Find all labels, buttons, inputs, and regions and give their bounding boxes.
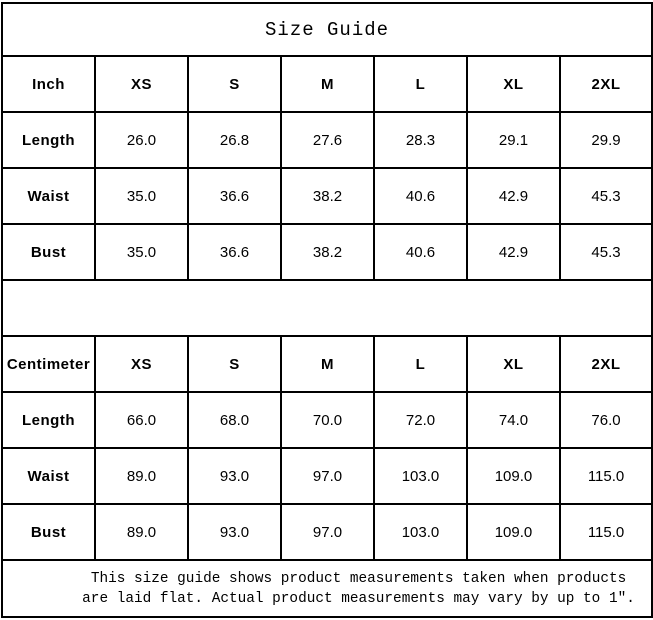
table-cell: 97.0 <box>281 504 374 560</box>
table-cell: 89.0 <box>95 448 188 504</box>
table-cell: 70.0 <box>281 392 374 448</box>
table-cell: 42.9 <box>467 168 560 224</box>
footnote-line-2: are laid flat. Actual product measurements may vary by up to 1″. <box>82 590 635 607</box>
table-cell: 115.0 <box>560 448 652 504</box>
measurement-row-cm-length <box>2 392 652 448</box>
size-guide-table <box>1 2 653 618</box>
column-header-xs: XS <box>95 336 188 392</box>
row-header-bust: Bust <box>2 224 95 280</box>
table-cell: 97.0 <box>281 448 374 504</box>
table-cell: 42.9 <box>467 224 560 280</box>
table-cell: 36.6 <box>188 224 281 280</box>
column-header-m: M <box>281 336 374 392</box>
measurement-row-cm-bust <box>2 504 652 560</box>
column-header-xs: XS <box>95 56 188 112</box>
page-title: Size Guide <box>2 3 652 56</box>
column-header-xl: XL <box>467 56 560 112</box>
footnote-line-1: This size guide shows product measurements taken when products <box>90 570 627 587</box>
table-cell: 29.9 <box>560 112 652 168</box>
cm-header-row <box>2 336 652 392</box>
table-cell: 74.0 <box>467 392 560 448</box>
table-cell: 27.6 <box>281 112 374 168</box>
table-cell: 115.0 <box>560 504 652 560</box>
row-header-waist: Waist <box>2 448 95 504</box>
column-header-s: S <box>188 56 281 112</box>
footnote-row <box>2 560 652 617</box>
column-header-2xl: 2XL <box>560 336 652 392</box>
row-header-length: Length <box>2 112 95 168</box>
table-cell: 109.0 <box>467 504 560 560</box>
table-cell: 68.0 <box>188 392 281 448</box>
inch-header-row <box>2 56 652 112</box>
spacer-cell <box>2 280 652 336</box>
table-cell: 76.0 <box>560 392 652 448</box>
table-cell: 29.1 <box>467 112 560 168</box>
table-cell: 45.3 <box>560 224 652 280</box>
table-cell: 26.8 <box>188 112 281 168</box>
table-cell: 109.0 <box>467 448 560 504</box>
table-cell: 66.0 <box>95 392 188 448</box>
table-cell: 36.6 <box>188 168 281 224</box>
table-cell: 26.0 <box>95 112 188 168</box>
table-cell: 40.6 <box>374 224 467 280</box>
column-header-l: L <box>374 56 467 112</box>
table-cell: 40.6 <box>374 168 467 224</box>
row-header-length: Length <box>2 392 95 448</box>
table-cell: 103.0 <box>374 504 467 560</box>
measurement-row-cm-waist <box>2 448 652 504</box>
spacer-row <box>2 280 652 336</box>
table-cell: 93.0 <box>188 448 281 504</box>
table-cell: 38.2 <box>281 168 374 224</box>
row-header-waist: Waist <box>2 168 95 224</box>
footnote <box>2 560 652 617</box>
table-cell: 28.3 <box>374 112 467 168</box>
measurement-row-inch-waist <box>2 168 652 224</box>
column-header-m: M <box>281 56 374 112</box>
table-cell: 89.0 <box>95 504 188 560</box>
unit-header-inch: Inch <box>2 56 95 112</box>
unit-header-centimeter: Centimeter <box>2 336 95 392</box>
column-header-xl: XL <box>467 336 560 392</box>
measurement-row-inch-length <box>2 112 652 168</box>
column-header-l: L <box>374 336 467 392</box>
row-header-bust: Bust <box>2 504 95 560</box>
column-header-s: S <box>188 336 281 392</box>
table-cell: 45.3 <box>560 168 652 224</box>
table-cell: 35.0 <box>95 168 188 224</box>
table-cell: 103.0 <box>374 448 467 504</box>
column-header-2xl: 2XL <box>560 56 652 112</box>
title-row <box>2 3 652 56</box>
table-cell: 35.0 <box>95 224 188 280</box>
table-cell: 93.0 <box>188 504 281 560</box>
table-cell: 38.2 <box>281 224 374 280</box>
table-cell: 72.0 <box>374 392 467 448</box>
measurement-row-inch-bust <box>2 224 652 280</box>
